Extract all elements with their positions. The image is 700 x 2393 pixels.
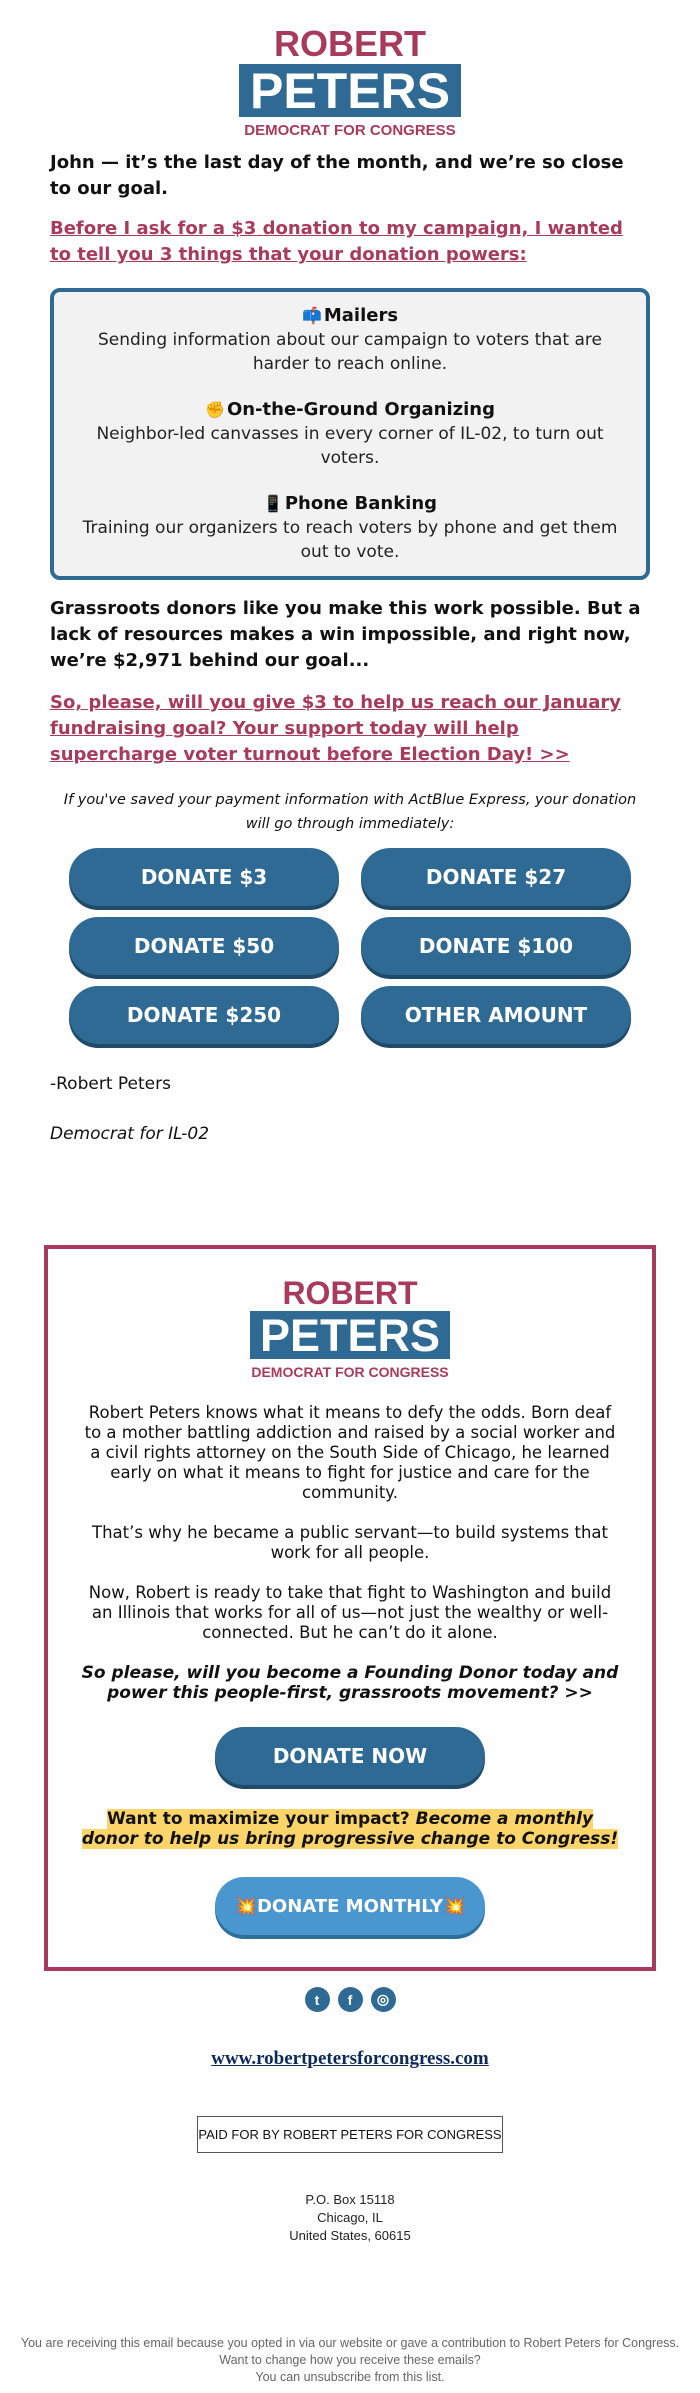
- thing-title: On-the-Ground Organizing: [226, 399, 495, 420]
- monthly-impact-text: [78, 1809, 622, 1849]
- donate-250-button[interactable]: DONATE $250: [69, 986, 339, 1044]
- thing-title: Phone Banking: [284, 493, 438, 514]
- please-donate-link[interactable]: So, please, will you give $3 to help us reach our January fundraising goal? Your support today will help supercharge voter turnout before Election Day! >>: [50, 692, 621, 765]
- logo-last-name: PETERS: [250, 1311, 450, 1359]
- paid-for-disclaimer: PAID FOR BY ROBERT PETERS FOR CONGRESS: [197, 2116, 503, 2153]
- donate-100-button[interactable]: DONATE $100: [361, 917, 631, 975]
- logo-first-name: ROBERT: [274, 23, 426, 64]
- thing-description: Sending information about our campaign to voters that are harder to reach online.: [98, 330, 602, 374]
- email-footer: [10, 2335, 690, 2386]
- phone-icon: 📱: [262, 494, 283, 513]
- twitter-icon[interactable]: t: [305, 1987, 330, 2012]
- logo-last-name: PETERS: [239, 64, 461, 117]
- website-link[interactable]: www.robertpetersforcongress.com: [211, 2048, 489, 2069]
- donate-monthly-label: DONATE MONTHLY: [256, 1895, 443, 1917]
- campaign-logo: [78, 1277, 622, 1379]
- intro-text: John — it’s the last day of the month, and we’re so close to our goal.: [50, 152, 624, 199]
- logo-subtitle: DEMOCRAT FOR CONGRESS: [244, 122, 456, 139]
- unsubscribe-link[interactable]: You can unsubscribe from this list.: [255, 2370, 445, 2384]
- thing-phone-banking: [70, 492, 630, 564]
- highlight-plain: Want to maximize your impact?: [106, 1809, 416, 1829]
- highlight-italic: Become a monthly donor to help us bring progressive change to Congress!: [81, 1809, 619, 1849]
- fist-icon: ✊: [205, 400, 225, 419]
- bio-paragraph: That’s why he became a public servant—to build systems that work for all people.: [91, 1523, 608, 1562]
- thing-organizing: [70, 398, 630, 470]
- mailing-address: [0, 2191, 700, 2245]
- grassroots-text: Grassroots donors like you make this work possible. But a lack of resources makes a win impossible, and right now, we’re $2,971 behind our goal...: [50, 598, 641, 671]
- sparkle-icon: 💥: [234, 1895, 257, 1917]
- actblue-note: If you've saved your payment information with ActBlue Express, your donation will go through immediately:: [63, 792, 637, 832]
- donate-27-button[interactable]: DONATE $27: [361, 848, 631, 906]
- bio-paragraph: Robert Peters knows what it means to defy the odds. Born deaf to a mother battling addiction and raised by a social worker and a civil rights attorney on the South Side of Chicago, he learned early on what it means to fight for justice and care for the community.: [84, 1403, 616, 1502]
- thing-title: Mailers: [323, 305, 399, 326]
- facebook-icon[interactable]: f: [338, 1987, 363, 2012]
- website-row: [0, 2048, 700, 2070]
- address-line: P.O. Box 15118: [305, 2192, 395, 2207]
- thing-description: Neighbor-led canvasses in every corner of IL-02, to turn out voters.: [96, 424, 604, 468]
- donate-monthly-button[interactable]: [215, 1877, 485, 1935]
- thing-description: Training our organizers to reach voters by phone and get them out to vote.: [82, 518, 618, 562]
- mailbox-icon: 📫: [301, 306, 322, 325]
- logo-subtitle: DEMOCRAT FOR CONGRESS: [251, 1364, 449, 1380]
- donate-button-grid: [50, 848, 650, 1044]
- campaign-logo: [0, 0, 700, 138]
- logo-first-name: ROBERT: [282, 1275, 418, 1311]
- other-amount-button[interactable]: OTHER AMOUNT: [361, 986, 631, 1044]
- social-links: [0, 1987, 700, 2012]
- founding-donor-call: So please, will you become a Founding Donor today and power this people-first, grassroots movement? >>: [81, 1663, 619, 1703]
- ask-link[interactable]: Before I ask for a $3 donation to my campaign, I wanted to tell you 3 things that your donation powers:: [50, 218, 623, 265]
- bio-paragraph: Now, Robert is ready to take that fight to Washington and build an Illinois that works for all of us—not just the wealthy or well-connected. But he can’t do it alone.: [88, 1583, 612, 1642]
- address-line: United States, 60615: [289, 2228, 411, 2243]
- donate-50-button[interactable]: DONATE $50: [69, 917, 339, 975]
- donate-now-button[interactable]: DONATE NOW: [215, 1727, 485, 1785]
- thing-mailers: [70, 304, 630, 376]
- footer-reason: You are receiving this email because you opted in via our website or gave a contribution to Robert Peters for Congress. Want to change how you receive these emails?: [20, 2336, 680, 2367]
- signature: -Robert Peters: [50, 1074, 171, 1094]
- donation-powers-box: [50, 288, 650, 580]
- donate-3-button[interactable]: DONATE $3: [69, 848, 339, 906]
- main-content: [0, 150, 700, 1144]
- address-line: Chicago, IL: [317, 2210, 383, 2225]
- bio-card: [44, 1245, 656, 1971]
- instagram-icon[interactable]: ◎: [371, 1987, 396, 2012]
- sparkle-icon: 💥: [443, 1895, 466, 1917]
- signature-title: Democrat for IL-02: [50, 1124, 210, 1144]
